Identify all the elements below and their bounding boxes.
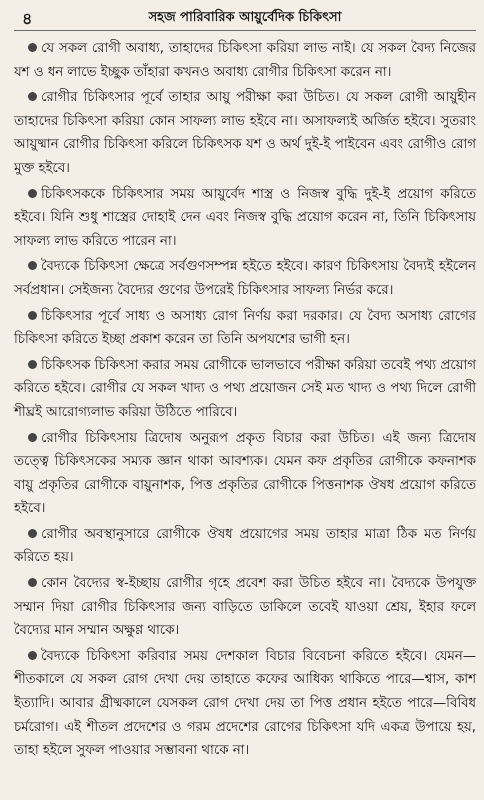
bullet-icon [28, 261, 37, 270]
paragraph [14, 305, 476, 352]
bullet-icon [28, 360, 37, 369]
body-text [14, 37, 476, 763]
running-title: সহজ পারিবারিক আয়ুর্বেদিক চিকিৎসা [148, 10, 342, 25]
paragraph-text: যে সকল রোগী অবাধ্য, তাহাদের চিকিৎসা করিয়া লাভ নাই। যে সকল বৈদ্য নিজের যশ ও ধন লাভে ইচ্ছুক তাঁহারা কখনও অবাধ্য রোগীর চিকিৎসা করেন না। [14, 41, 476, 80]
paragraph-text: চিকিৎসক চিকিৎসা করার সময় রোগীকে ভালভাবে পরীক্ষা করিয়া তবেই পথ্য প্রয়োগ করিতে হইবে। রোগীর যে সকল খাদ্য ও পথ্য প্রয়োজন সেই মত খাদ্য ও পথ্য দিলে রোগী শীঘ্রই আরোগ্যলাভ করিয়া উঠিতে পারিবে। [14, 357, 476, 420]
bullet-icon [28, 311, 37, 320]
paragraph-text: চিকিৎসার পূর্বে সাধ্য ও অসাধ্য রোগ নির্ণয় করা দরকার। যে বৈদ্য অসাধ্য রোগের চিকিৎসা করিতে ইচ্ছা প্রকাশ করেন তা তিনি অপযশের ভাগী হন। [14, 308, 476, 348]
paragraph [14, 523, 476, 570]
paragraph-text: বৈদ্যকে চিকিৎসা ক্ষেত্রে সর্বগুণসম্পন্ন হইতে হইবে। কারণ চিকিৎসায় বৈদ্যই হইলেন সর্বপ্রধান। সেইজন্য বৈদ্যের গুণের উপরেই চিকিৎসার সাফল্য নির্ভর করে। [14, 259, 476, 298]
paragraph [14, 572, 476, 643]
paragraph [14, 37, 476, 84]
paragraph-text: চিকিৎসককে চিকিৎসার সময় আয়ুর্বেদ শাস্ত্র ও নিজস্ব বুদ্ধি দুই-ই প্রয়োগ করিতে হইবে। যিনি শুধু শাস্ত্রের দোহাই দেন এবং নিজস্ব বুদ্ধি প্রয়োগ করেন না, তিনি চিকিৎসায় সাফল্য লাভ করিতে পারেন না। [14, 186, 476, 249]
bullet-icon [28, 92, 37, 101]
paragraph [14, 354, 476, 425]
paragraph [14, 86, 476, 180]
bullet-icon [28, 43, 37, 52]
paragraph-text: রোগীর চিকিৎসার পূর্বে তাহার আয়ু পরীক্ষা করা উচিত। যে সকল রোগী আয়ুহীন তাহাদের চিকিৎসা করিয়া কোন সাফল্য লাভ হইবে না। অসাফল্যই অর্জিত হইবে। সুতরাং আয়ুষ্মান রোগীর চিকিৎসা করিলে চিকিৎসক যশ ও অর্থ দুই-ই পাইবেন এবং রোগীও রোগ মুক্ত হইবে। [14, 90, 476, 176]
paragraph [14, 427, 476, 521]
page-header [14, 4, 476, 31]
bullet-icon [28, 651, 37, 660]
paragraph [14, 645, 476, 763]
paragraph [14, 255, 476, 302]
bullet-icon [28, 529, 37, 538]
paragraph-text: রোগীর অবস্থানুসারে রোগীকে ঔষধ প্রয়োগের সময় তাহার মাত্রা ঠিক মত নির্ণয় করিতে হয়। [14, 526, 476, 566]
bullet-icon [28, 578, 37, 587]
paragraph-text: বৈদ্যকে চিকিৎসা করিবার সময় দেশকাল বিচার বিবেচনা করিতে হইবে। যেমন—শীতকালে যে সকল রোগ দেখা দেয় তাহাতে কফের আধিক্য থাকিতে পারে—শ্বাস, কাশ ইত্যাদি। আবার গ্রীষ্মকালে যেসকল রোগ দেখা দেয় তা পিত্ত প্রধান হইতে পারে—বিবিধ চর্মরোগ। এই শীতল প্রদেশের ও গরম প্রদেশের রোগের চিকিৎসা যদি একত্র উপায়ে হয়, তাহা হইলে সুফল পাওয়ার সম্ভাবনা থাকে না। [14, 648, 476, 759]
bullet-icon [28, 433, 37, 442]
paragraph-text: রোগীর চিকিৎসায় ত্রিদোষ অনুরূপ প্রকৃত বিচার করা উচিত। এই জন্য ত্রিদোষ তত্ত্বে চিকিৎসকের সম্যক জ্ঞান থাকা আবশ্যক। যেমন কফ প্রকৃতির রোগীকে কফনাশক বায়ু প্রকৃতির রোগীকে বায়ুনাশক, পিত্ত প্রকৃতির রোগীকে পিত্তনাশক ঔষধ প্রয়োগ করিতে হইবে। [14, 430, 476, 517]
page-number: ৪ [22, 9, 33, 28]
paragraph-text: কোন বৈদ্যের স্ব-ইচ্ছায় রোগীর গৃহে প্রবেশ করা উচিত হইবে না। বৈদ্যকে উপযুক্ত সম্মান দিয়া রোগীর চিকিৎসার জন্য বাড়িতে ডাকিলে তবেই যাওয়া শ্রেয়, ইহার ফলে বৈদ্যের মান সম্মান অক্ষুণ্ণ থাকে। [14, 576, 476, 639]
bullet-icon [28, 189, 37, 198]
paragraph [14, 183, 476, 254]
